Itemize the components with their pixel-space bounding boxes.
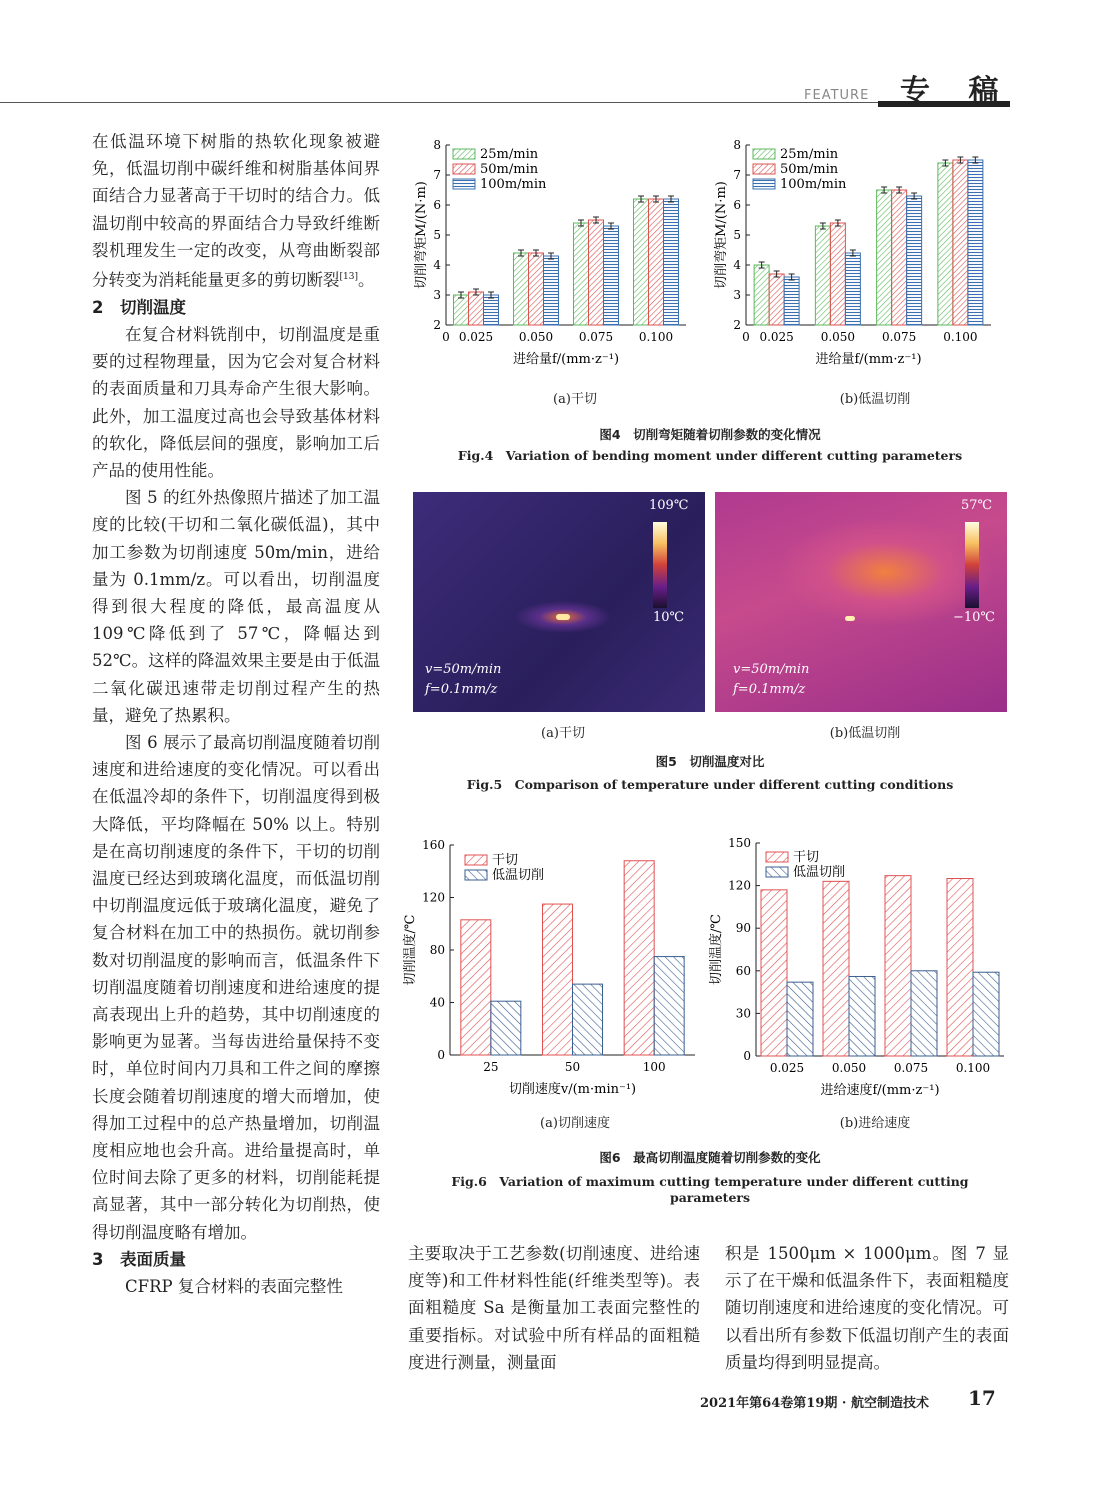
x-axis-label: 进给量f/(mm·z⁻¹) <box>512 352 620 367</box>
speed-label: v=50m/min <box>733 662 810 677</box>
bar <box>589 220 604 325</box>
y-tick-label: 30 <box>735 1006 751 1021</box>
fig4-sub-b: (b)低温切削 <box>839 392 911 407</box>
fig5-sub-a: (a)干切 <box>541 726 585 741</box>
legend-label: 干切 <box>492 853 519 868</box>
fig5-sub-b: (b)低温切削 <box>829 726 901 741</box>
header-feature-label: FEATURE <box>804 88 870 103</box>
colorbar-min: 10℃ <box>653 610 685 625</box>
bar <box>529 253 544 325</box>
x-axis-label: 切削速度v/(m·min⁻¹) <box>508 1082 637 1097</box>
colorbar-max: 109℃ <box>649 498 689 513</box>
x-tick-label: 0.100 <box>955 1061 991 1075</box>
bar <box>469 292 484 325</box>
x-tick-label: 0.050 <box>820 330 856 344</box>
legend-label: 50m/min <box>780 162 839 177</box>
bar <box>877 190 892 325</box>
x-tick-label: 0.025 <box>759 330 794 344</box>
y-tick-label: 4 <box>733 258 741 272</box>
fig4-caption-cn: 图4 切削弯矩随着切削参数的变化情况 <box>599 427 821 442</box>
legend-swatch <box>753 179 775 189</box>
x-tick-label: 0.100 <box>638 330 674 344</box>
y-tick-label: 5 <box>433 228 441 242</box>
fig6-caption-cn: 图6 最高切削温度随着切削参数的变化 <box>599 1150 821 1165</box>
x-tick-label: 0.050 <box>518 330 554 344</box>
fig6-sub-a: (a)切削速度 <box>540 1116 610 1131</box>
fig4b-chart <box>708 128 1008 378</box>
x-tick-label: 0.050 <box>831 1061 867 1075</box>
fig6-sub-b: (b)进给速度 <box>839 1116 911 1131</box>
section-heading: 3 表面质量 <box>92 1249 186 1269</box>
y-tick-label: 2 <box>433 318 441 332</box>
page-number: 17 <box>968 1386 996 1410</box>
y-tick-label: 150 <box>728 836 751 850</box>
x-axis-label: 进给量f/(mm·z⁻¹) <box>815 352 922 367</box>
bar <box>815 226 830 325</box>
right-column <box>725 1240 1009 1376</box>
bar <box>784 277 799 325</box>
fig5a-thermal-image <box>413 492 705 712</box>
legend-label: 低温切削 <box>492 868 545 883</box>
colorbar <box>965 522 979 608</box>
bar <box>654 957 684 1055</box>
bar <box>938 163 953 325</box>
fig4-caption-en: Fig.4 Variation of bending moment under different cutting parameters <box>457 448 963 463</box>
bar <box>649 199 664 325</box>
legend-swatch <box>753 149 775 159</box>
fig6-caption-en: Fig.6 Variation of maximum cutting temperature under different cutting parameters <box>451 1174 969 1205</box>
x-tick-label: 0 <box>442 330 450 344</box>
bar <box>823 881 849 1056</box>
feed-label: f=0.1mm/z <box>425 682 498 697</box>
y-tick-label: 7 <box>733 168 741 182</box>
bar <box>953 160 968 325</box>
legend-label: 干切 <box>793 850 820 865</box>
y-tick-label: 0 <box>743 1049 751 1063</box>
paragraph: 图 5 的红外热像照片描述了加工温度的比较(干切和二氧化碳低温)，其中加工参数为切削速度 50m/min，进给量为 0.1mm/z。可以看出，切削温度得到很大程度的降低，最高温度从 109℃降低到了 57℃，降幅达到 52℃。这样的降温效果主要是由于低温二氧化碳迅速带走切削过程产生的热量，避免了热累积。 <box>92 488 380 725</box>
section-heading: 2 切削温度 <box>92 297 186 317</box>
fig6b-chart <box>706 828 1010 1104</box>
bar <box>514 253 529 325</box>
legend-swatch <box>766 867 788 877</box>
x-tick-label: 100 <box>642 1060 666 1074</box>
y-axis-label: 切削弯矩M/(N·m) <box>414 181 429 289</box>
y-tick-label: 80 <box>429 943 445 957</box>
y-axis-label: 切削温度/℃ <box>403 914 418 986</box>
y-tick-label: 8 <box>733 138 741 152</box>
x-tick-label: 0.025 <box>458 330 494 344</box>
y-tick-label: 90 <box>735 921 751 936</box>
x-tick-label: 50 <box>564 1060 581 1074</box>
y-tick-label: 5 <box>733 228 741 242</box>
bar <box>544 256 559 325</box>
legend-swatch <box>453 179 475 189</box>
bar <box>885 876 911 1056</box>
bar <box>911 971 937 1056</box>
x-tick-label: 0 <box>742 330 750 344</box>
legend-swatch <box>465 855 487 865</box>
legend-label: 50m/min <box>480 162 539 177</box>
bar <box>573 984 603 1055</box>
legend-label: 25m/min <box>780 147 839 162</box>
mid-column <box>408 1240 700 1376</box>
x-axis-label: 进给速度f/(mm·z⁻¹) <box>820 1083 940 1098</box>
colorbar-min: −10℃ <box>953 610 995 625</box>
paragraph: 在低温环境下树脂的热软化现象被避免，低温切削中碳纤维和树脂基体间界面结合力显著高于干切时的结合力。低温切削中较高的界面结合力导致纤维断裂机理发生一定的改变，从弯曲断裂部分转变为消耗能量更多的剪切断裂[13]。 <box>92 132 380 290</box>
hotspot <box>556 614 570 620</box>
y-tick-label: 6 <box>433 198 441 212</box>
header-section-title: 专 稿 <box>900 74 1013 109</box>
y-tick-label: 40 <box>429 995 445 1010</box>
bar <box>604 226 619 325</box>
x-tick-label: 25 <box>483 1060 499 1074</box>
y-tick-label: 3 <box>733 288 741 302</box>
legend-swatch <box>465 870 487 880</box>
bar <box>787 982 813 1056</box>
y-tick-label: 3 <box>433 288 441 302</box>
legend-swatch <box>766 852 788 862</box>
journal-footer: 2021年第64卷第19期 · 航空制造技术 <box>700 1396 929 1411</box>
legend-label: 25m/min <box>480 147 539 162</box>
bar <box>892 190 907 325</box>
fig5-caption-en: Fig.5 Comparison of temperature under different cutting conditions <box>466 777 954 792</box>
x-tick-label: 0.100 <box>943 330 978 344</box>
paragraph: CFRP 复合材料的表面完整性 <box>125 1277 343 1297</box>
legend-label: 100m/min <box>780 177 847 192</box>
y-tick-label: 7 <box>433 168 441 182</box>
y-tick-label: 6 <box>733 198 741 212</box>
bar <box>761 890 787 1056</box>
legend-label: 100m/min <box>480 177 547 192</box>
x-tick-label: 0.025 <box>769 1061 805 1075</box>
speed-label: v=50m/min <box>425 662 502 677</box>
bar <box>845 253 860 325</box>
bar <box>830 223 845 325</box>
y-tick-label: 160 <box>422 838 445 852</box>
y-tick-label: 4 <box>433 258 441 272</box>
x-tick-label: 0.075 <box>893 1061 929 1075</box>
bar <box>664 199 679 325</box>
bar <box>968 160 983 325</box>
colorbar-max: 57℃ <box>961 498 993 513</box>
fig4a-chart <box>408 128 703 378</box>
legend-swatch <box>753 164 775 174</box>
x-tick-label: 0.075 <box>881 330 917 344</box>
bar <box>543 904 573 1055</box>
bar <box>454 295 469 325</box>
bar <box>574 223 589 325</box>
bar <box>634 199 649 325</box>
y-tick-label: 60 <box>735 963 751 978</box>
paragraph: 图 6 展示了最高切削温度随着切削速度和进给速度的变化情况。可以看出在低温冷却的条件下，切削温度得到极大降低，平均降幅在 50% 以上。特别是在高切削速度的条件下，干切的切削温度已经达到玻璃化温度，而低温切削中切削温度远低于玻璃化温度，避免了复合材料在加工中的热损伤。就切削参数对切削温度的影响而言，低温条件下切削温度随着切削速度和进给速度的提高表现出上升的趋势，其中切削速度的影响更为显著。当每齿进给量保持不变时，单位时间内刀具和工件之间的摩擦长度会随着切削速度的增大而增加，使得加工过程中的总产热量增加，切削温度相应地也会升高。进给量提高时，单位时间去除了更多的材料，切削能耗提高显著，其中一部分转化为切削热，使得切削温度略有增加。 <box>92 732 380 1242</box>
bar <box>849 976 875 1056</box>
y-tick-label: 0 <box>437 1048 445 1062</box>
left-column <box>92 128 380 1300</box>
bar <box>484 295 499 325</box>
fig5b-thermal-image <box>715 492 1007 712</box>
legend-swatch <box>453 149 475 159</box>
paragraph: 在复合材料铣削中，切削温度是重要的过程物理量，因为它会对复合材料的表面质量和刀具寿命产生很大影响。此外，加工温度过高也会导致基体材料的软化，降低层间的强度，影响加工后产品的使用性能。 <box>92 324 380 480</box>
bar <box>754 265 769 325</box>
bar <box>491 1001 521 1055</box>
legend-swatch <box>453 164 475 174</box>
y-axis-label: 切削弯矩M/(N·m) <box>714 181 729 289</box>
y-axis-label: 切削温度/℃ <box>709 914 724 985</box>
bar <box>624 861 654 1055</box>
colorbar <box>653 522 667 608</box>
bar <box>907 196 922 325</box>
y-tick-label: 120 <box>422 890 445 905</box>
fig6a-chart <box>400 828 702 1104</box>
bar <box>973 972 999 1056</box>
hotspot <box>845 616 855 621</box>
paragraph: 主要取决于工艺参数(切削速度、进给速度等)和工件材料性能(纤维类型等)。表面粗糙度 Sa 是衡量加工表面完整性的重要指标。对试验中所有样品的面粗糙度进行测量，测量面 <box>408 1244 700 1372</box>
x-tick-label: 0.075 <box>578 330 614 344</box>
feed-label: f=0.1mm/z <box>733 682 806 697</box>
fig4-sub-a: (a)干切 <box>553 392 597 407</box>
paragraph: 积是 1500μm × 1000μm。图 7 显示了在干燥和低温条件下，表面粗糙度随切削速度和进给速度的变化情况。可以看出所有参数下低温切削产生的表面质量均得到明显提高。 <box>725 1244 1009 1372</box>
y-tick-label: 120 <box>728 878 751 893</box>
bar <box>769 274 784 325</box>
fig5-caption-cn: 图5 切削温度对比 <box>655 754 765 769</box>
y-tick-label: 8 <box>433 138 441 152</box>
y-tick-label: 2 <box>733 318 741 332</box>
bar <box>947 879 973 1057</box>
bar <box>461 920 491 1055</box>
legend-label: 低温切削 <box>793 865 846 880</box>
